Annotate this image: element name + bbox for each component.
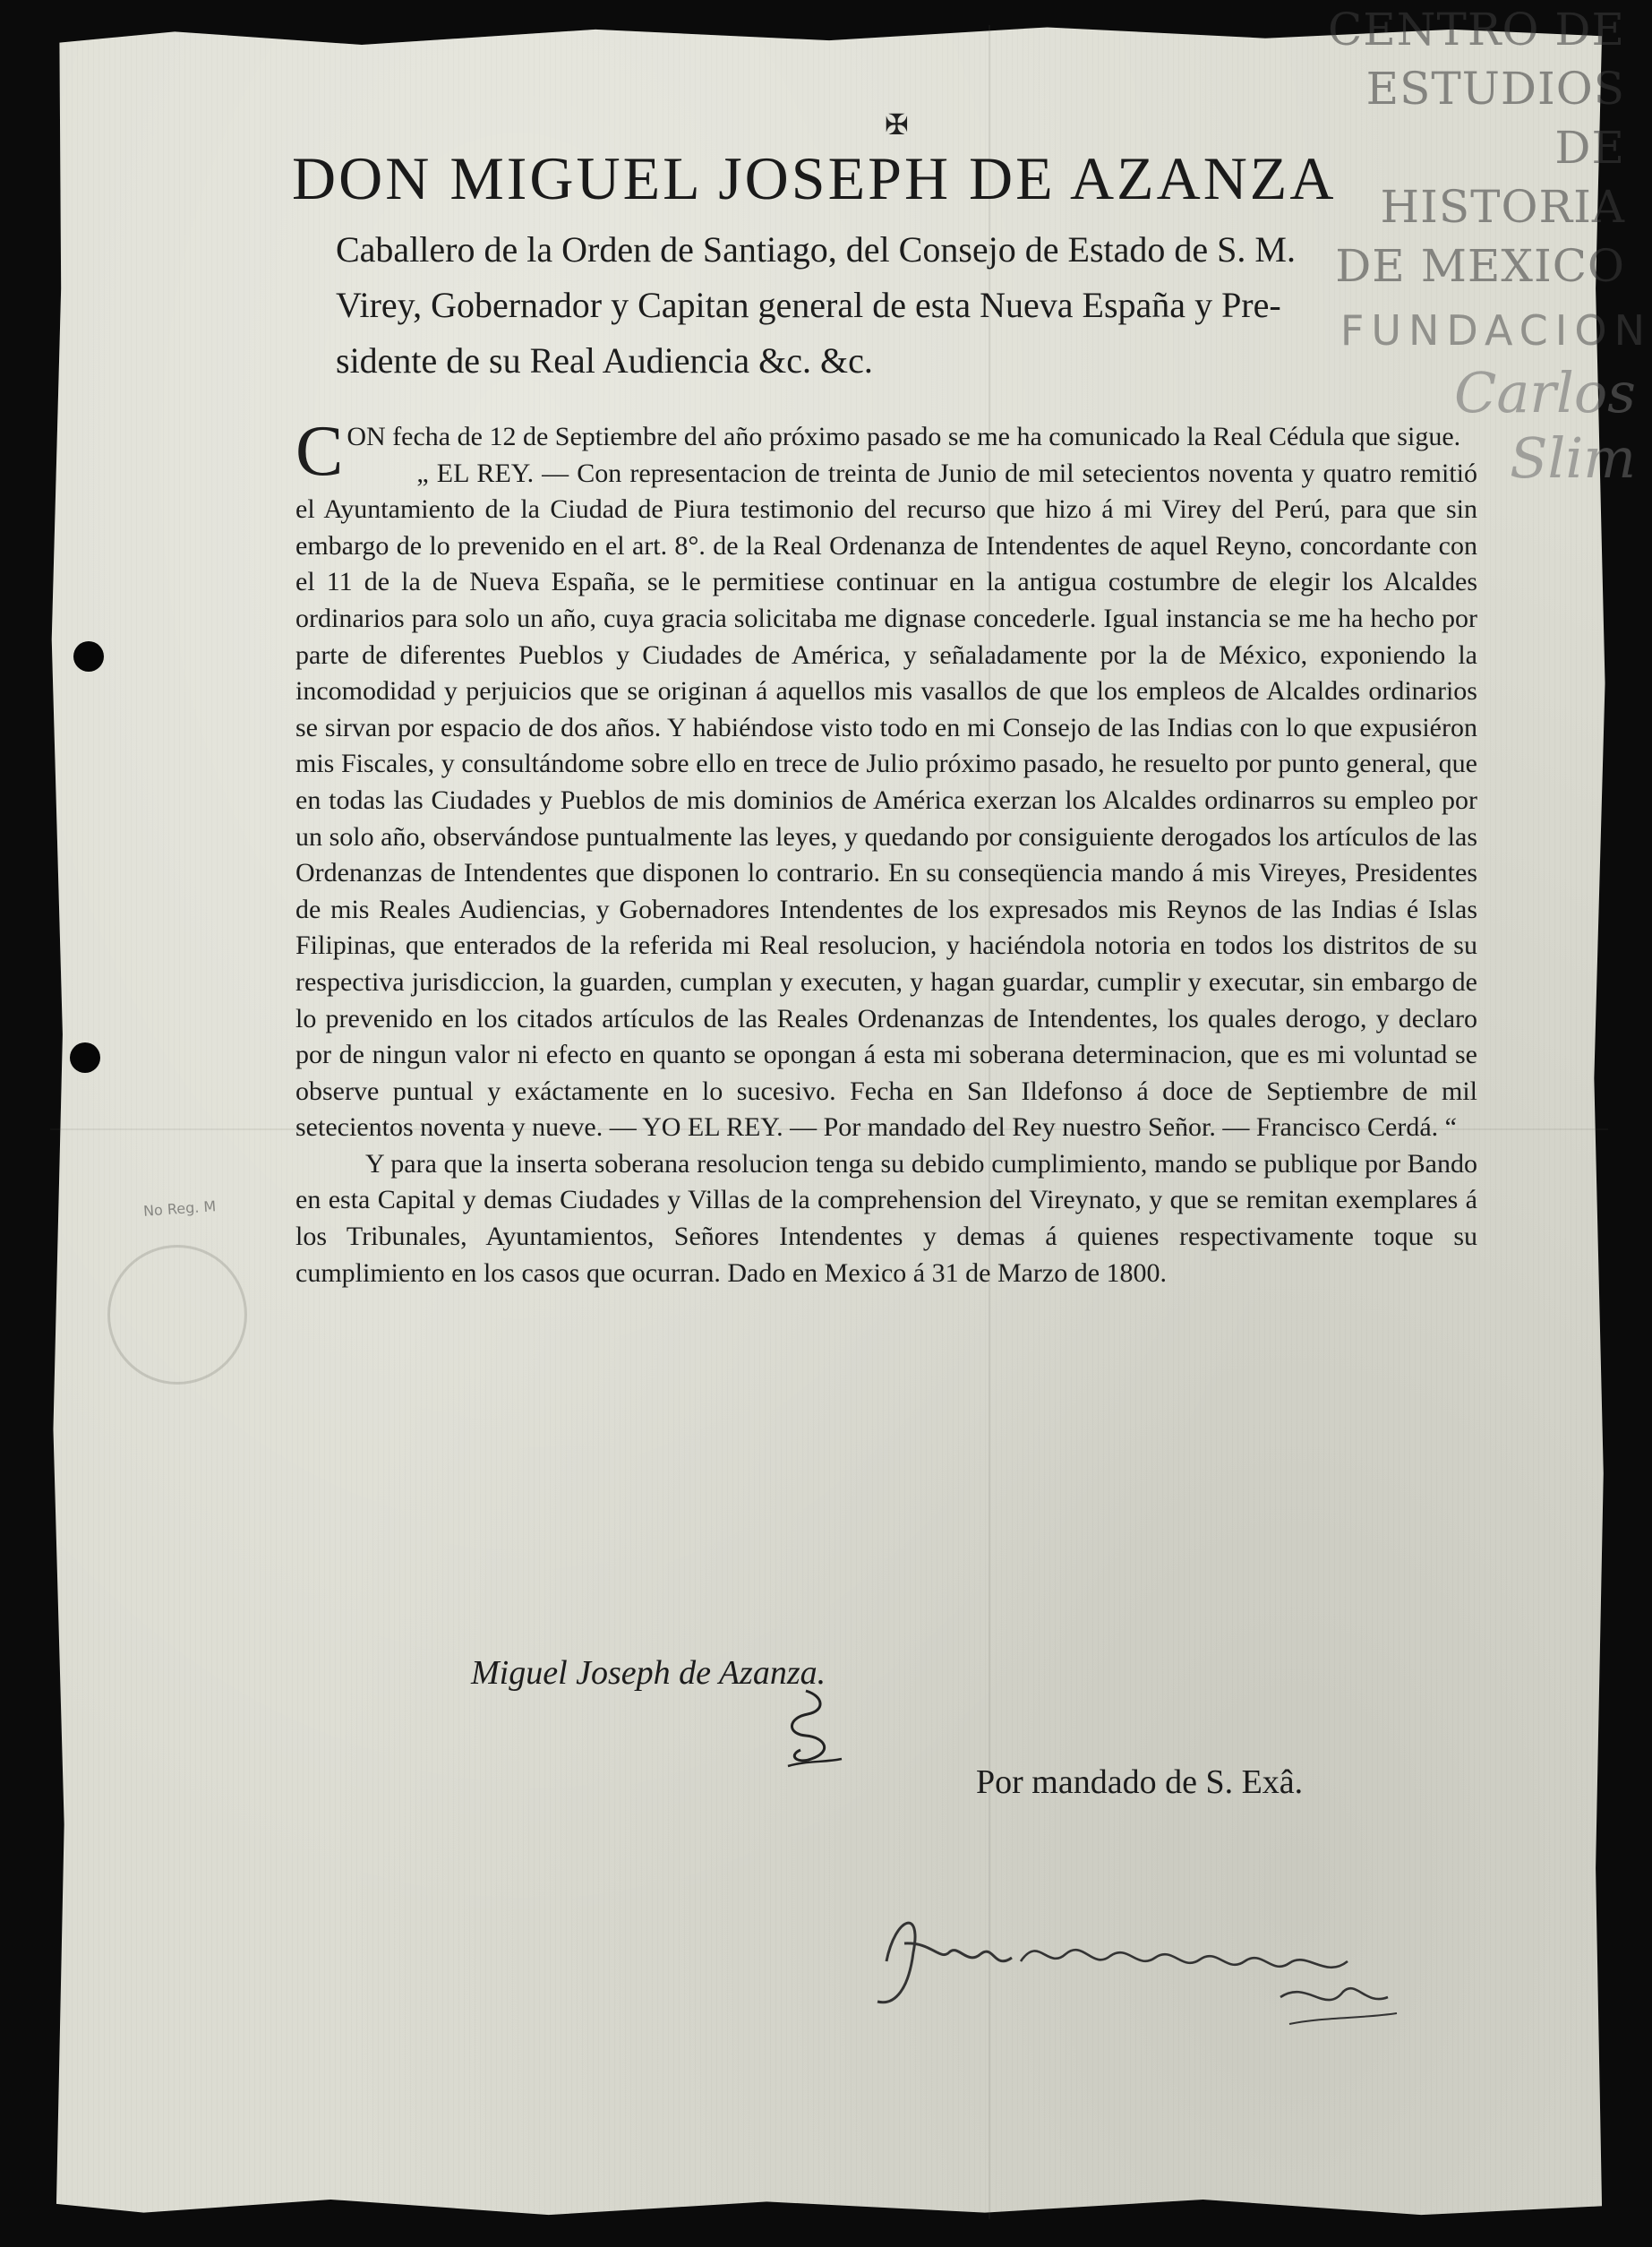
watermark-line: CENTRO DE	[1328, 4, 1625, 56]
intro-paragraph	[295, 412, 1477, 491]
document-body	[295, 412, 1477, 1291]
closing-paragraph: Y para que la inserta soberana resolucion tenga su debido cumplimiento, mando se publique por Bando en esta Capital y demas Ciudades y Villas de la comprehension del Vireynato, y que se remitan exemplares á los Tribunales, Ayuntamientos, Señores Intendentes y demas á quienes respectivamente toque su cumplimiento en los casos que ocurran. Dado en Mexico á 31 de Marzo de 1800.	[295, 1148, 1477, 1288]
watermark-line: ESTUDIOS	[1365, 63, 1625, 115]
watermark-line: DE HISTORIA	[1380, 122, 1625, 233]
binding-hole-upper	[73, 641, 104, 672]
subtitle-line: Caballero de la Orden de Santiago, del Consejo de Estado de S. M.	[336, 229, 1296, 270]
order-line: Por mandado de S. Exâ.	[976, 1763, 1304, 1801]
drop-cap: C	[295, 412, 344, 491]
handwritten-signature	[860, 1899, 1415, 2042]
watermark-foundation: FUNDACION	[1340, 306, 1652, 355]
printed-signature: Miguel Joseph de Azanza.	[471, 1654, 826, 1692]
subtitle-line: sidente de su Real Audiencia &c. &c.	[336, 340, 873, 381]
document-subtitle	[336, 222, 1491, 389]
subtitle-line: Virey, Gobernador y Capitan general de esta Nueva España y Pre-	[336, 285, 1281, 325]
binding-hole-lower	[70, 1042, 100, 1073]
intro-text: ON fecha de 12 de Septiembre del año próximo pasado se me ha comunicado la Real Cédula que sigue.	[347, 422, 1461, 451]
rubric-flourish-icon	[770, 1684, 851, 1773]
margin-note: No Reg. M	[142, 1197, 217, 1220]
faded-seal	[107, 1245, 247, 1385]
document-title: DON MIGUEL JOSEPH DE AZANZA	[292, 144, 1337, 212]
watermark-line: DE MEXICO	[1335, 240, 1625, 292]
watermark-signature: Carlos Slim	[1453, 360, 1636, 491]
cedula-paragraph: „ EL REY. — Con representacion de treinta de Junio de mil setecientos noventa y quatro remitió el Ayuntamiento de la Ciudad de Piura testimonio del recurso que hizo á mi Virey del Perú, para que sin embargo de lo prevenido en el art. 8°. de la Real Ordenanza de Intendentes de aquel Reyno, concordante con el 11 de la de Nueva España, se le permitiese continuar en la antigua costumbre de elegir los Alcaldes ordinarios para solo un año, cuya gracia solicitaba me dignase concederle. Igual instancia se me ha hecho por parte de diferentes Pueblos y Ciudades de América, y señaladamente por la de México, exponiendo la incomodidad y perjuicios que se originan á aquellos mis vasallos de que los empleos de Alcaldes ordinarios se sirvan por espacio de dos años. Y habiéndose visto todo en mi Consejo de las Indias con lo que expusiéron mis Fiscales, y consultándome sobre ello en trece de Julio próximo pasado, he resuelto por punto general, que en todas las Ciudades y Pueblos de mis dominios de América exerzan los Alcaldes ordinarros su empleo por un solo año, observándose puntualmente las leyes, y quedando por consiguiente derogados los artículos de las Ordenanzas de Intendentes que disponen lo contrario. En su conseqüencia mando á mis Vireyes, Presidentes de mis Reales Audiencias, y Gobernadores Intendentes de los expresados mis Reynos de las Indias é Islas Filipinas, que enterados de la referida mi Real resolucion, y haciéndola notoria en todos los distritos de su respectiva jurisdiccion, la guarden, cumplan y executen, y hagan guardar, cumplir y executar, sin embargo de lo prevenido en los citados artículos de las Reales Ordenanzas de Intendentes, los quales derogo, y declaro por de ningun valor ni efecto en quanto se opongan á esta mi soberana determinacion, que es mi voluntad se observe puntual y exáctamente en lo sucesivo. Fecha en San Ildefonso á doce de Septiembre de mil setecientos noventa y nueve. — YO EL REY. — Por mandado del Rey nuestro Señor. — Francisco Cerdá. “	[295, 458, 1477, 1143]
cross-icon: ✠	[885, 107, 909, 142]
